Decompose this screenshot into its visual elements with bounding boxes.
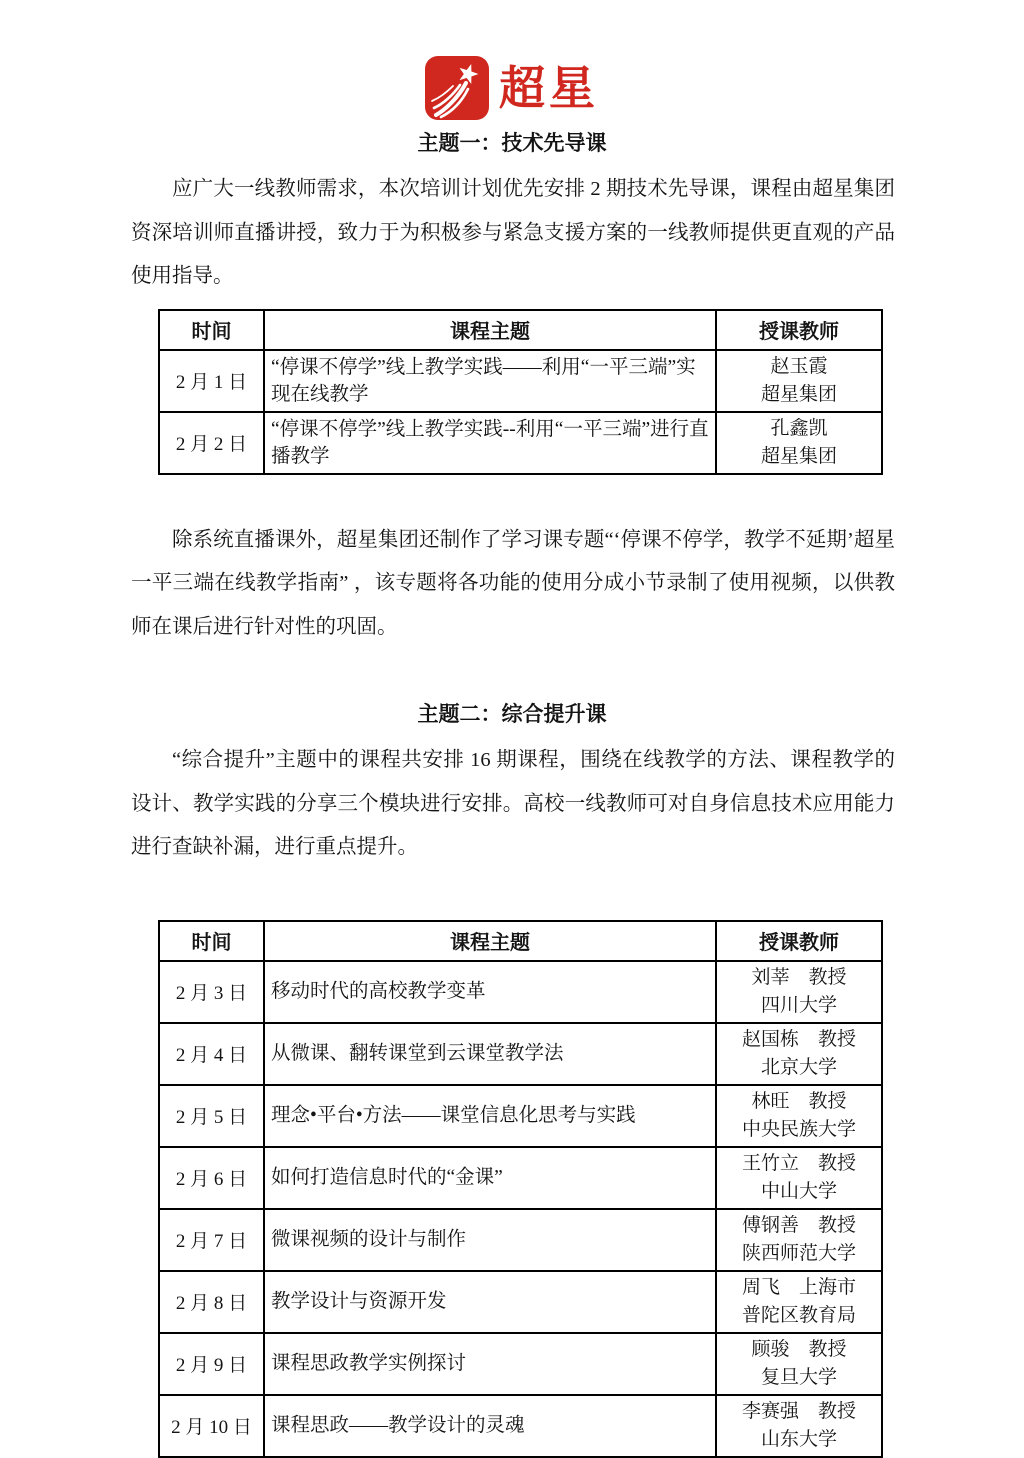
teacher-affiliation: 超星集团 [760, 445, 837, 467]
section1-outro-paragraph: 除系统直播课外，超星集团还制作了学习课专题“‘停课不停学，教学不延期’超星一平三端在线教学指南” ，该专题将各功能的使用分成小节录制了使用视频，以供教师在课后进行针对性的巩固。 [131, 528, 895, 638]
teacher-affiliation: 中央民族大学 [741, 1118, 856, 1140]
teacher-name: 林旺 教授 [751, 1090, 847, 1112]
teacher-affiliation: 普陀区教育局 [741, 1304, 856, 1326]
teacher-affiliation: 超星集团 [760, 383, 837, 405]
header-teacher: 授课教师 [716, 310, 882, 350]
time-cell: 2 月 8 日 [159, 1271, 264, 1333]
section1-title: 主题一：技术先导课 [417, 131, 607, 155]
teacher-cell [716, 1395, 882, 1457]
time-cell: 2 月 10 日 [159, 1395, 264, 1457]
topic-cell: 理念•平台•方法——课堂信息化思考与实践 [264, 1085, 716, 1147]
topic-cell: 从微课、翻转课堂到云课堂教学法 [264, 1023, 716, 1085]
section1-intro-paragraph: 应广大一线教师需求，本次培训计划优先安排 2 期技术先导课，课程由超星集团资深培训师直播讲授，致力于为积极参与紧急支援方案的一线教师提供更直观的产品使用指导。 [131, 178, 895, 287]
table-row [159, 1023, 882, 1085]
table-row [159, 1333, 882, 1395]
table-header-row [159, 310, 882, 350]
section2-title: 主题二：综合提升课 [417, 702, 607, 726]
header-teacher: 授课教师 [716, 921, 882, 961]
topic-cell: 课程思政——教学设计的灵魂 [264, 1395, 716, 1457]
teacher-cell [716, 1147, 882, 1209]
time-cell: 2 月 3 日 [159, 961, 264, 1023]
teacher-affiliation: 四川大学 [760, 994, 837, 1016]
teacher-name: 周飞 上海市 [741, 1276, 856, 1298]
teacher-affiliation: 北京大学 [760, 1056, 837, 1078]
teacher-affiliation: 中山大学 [760, 1180, 837, 1202]
teacher-cell [716, 350, 882, 412]
time-cell: 2 月 5 日 [159, 1085, 264, 1147]
topic-cell: 移动时代的高校教学变革 [264, 961, 716, 1023]
header-time: 时间 [159, 310, 264, 350]
table-row [159, 961, 882, 1023]
time-cell: 2 月 1 日 [159, 350, 264, 412]
topic-cell: 教学设计与资源开发 [264, 1271, 716, 1333]
table-row [159, 1209, 882, 1271]
header-time: 时间 [159, 921, 264, 961]
teacher-name: 赵国栋 教授 [741, 1028, 856, 1050]
time-cell: 2 月 4 日 [159, 1023, 264, 1085]
teacher-name: 顾骏 教授 [751, 1338, 847, 1360]
teacher-name: 王竹立 教授 [741, 1152, 856, 1174]
header-topic: 课程主题 [264, 310, 716, 350]
table-row [159, 412, 882, 474]
chaoxing-logo-text: 超星 [499, 61, 599, 115]
table-row [159, 350, 882, 412]
schedule-table-1 [158, 309, 883, 475]
teacher-cell [716, 1023, 882, 1085]
teacher-affiliation: 复旦大学 [760, 1366, 837, 1388]
teacher-cell [716, 1085, 882, 1147]
table-row [159, 1085, 882, 1147]
teacher-affiliation: 山东大学 [760, 1428, 837, 1450]
teacher-cell [716, 1209, 882, 1271]
teacher-name: 李赛强 教授 [741, 1400, 856, 1422]
teacher-cell [716, 1333, 882, 1395]
topic-cell: 如何打造信息时代的“金课” [264, 1147, 716, 1209]
section2-intro-paragraph: “综合提升”主题中的课程共安排 16 期课程，围绕在线教学的方法、课程教学的设计、教学实践的分享三个模块进行安排。高校一线教师可对自身信息技术应用能力进行查缺补漏，进行重点提升。 [131, 749, 895, 858]
topic-cell: “停课不停学”线上教学实践--利用“一平三端”进行直播教学 [264, 412, 716, 474]
teacher-name: 赵玉霞 [770, 355, 828, 377]
topic-cell: “停课不停学”线上教学实践——利用“一平三端”实现在线教学 [264, 350, 716, 412]
table-row [159, 1395, 882, 1457]
teacher-cell [716, 412, 882, 474]
time-cell: 2 月 7 日 [159, 1209, 264, 1271]
time-cell: 2 月 2 日 [159, 412, 264, 474]
teacher-cell [716, 1271, 882, 1333]
teacher-affiliation: 陕西师范大学 [741, 1242, 856, 1264]
topic-cell: 微课视频的设计与制作 [264, 1209, 716, 1271]
teacher-cell [716, 961, 882, 1023]
time-cell: 2 月 6 日 [159, 1147, 264, 1209]
topic-cell: 课程思政教学实例探讨 [264, 1333, 716, 1395]
table-header-row [159, 921, 882, 961]
teacher-name: 孔鑫凯 [770, 417, 828, 439]
header-topic: 课程主题 [264, 921, 716, 961]
teacher-name: 刘莘 教授 [751, 966, 847, 988]
shooting-star-icon [425, 56, 489, 120]
chaoxing-logo [0, 0, 1024, 120]
time-cell: 2 月 9 日 [159, 1333, 264, 1395]
schedule-table-2 [158, 920, 883, 1458]
table-row [159, 1147, 882, 1209]
teacher-name: 傅钢善 教授 [741, 1214, 856, 1236]
table-row [159, 1271, 882, 1333]
